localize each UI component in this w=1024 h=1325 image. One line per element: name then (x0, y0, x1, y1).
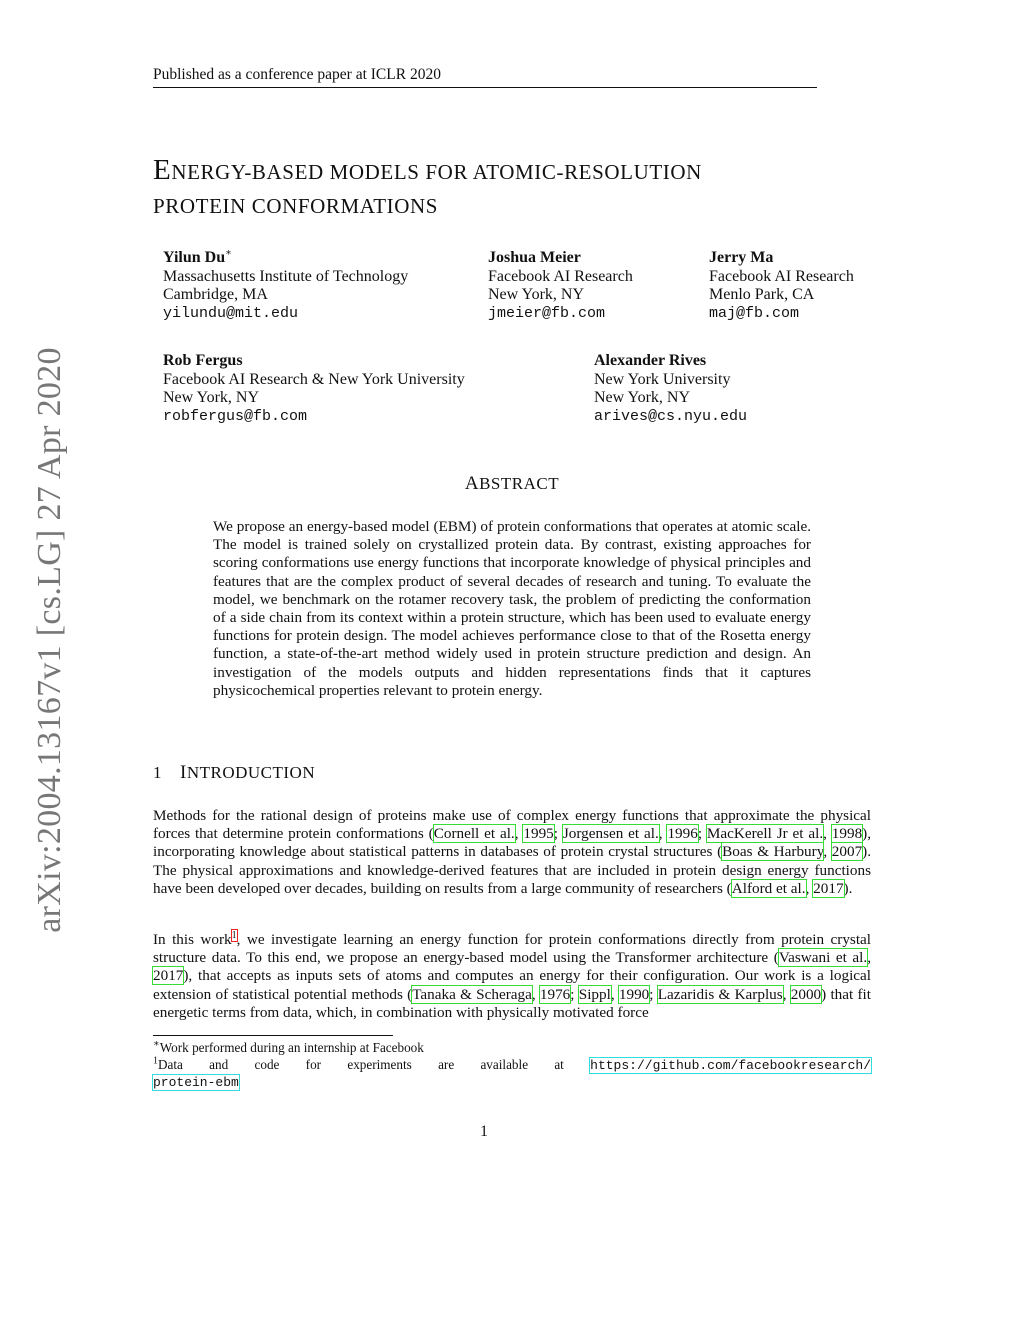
arxiv-sidebar-stamp: arXiv:2004.13167v1 [cs.LG] 27 Apr 2020 (31, 347, 68, 933)
header-rule (153, 87, 817, 88)
citation-link[interactable]: 2000 (790, 985, 822, 1003)
section-heading-introduction: 1 INTRODUCTION (153, 762, 316, 783)
abstract-heading: ABSTRACT (464, 473, 560, 494)
author-name: Rob Fergus (163, 352, 243, 369)
citation-link[interactable]: Cornell et al. (433, 825, 515, 843)
author-location: New York, NY (163, 389, 260, 406)
footnote-1: $^1$Data and code for experiments are available at https://github.com/facebookresearch/ (153, 1055, 872, 1073)
citation-link[interactable]: 2017 (153, 967, 184, 985)
citation-link[interactable]: Sippl (578, 985, 611, 1003)
footnote-mark: 1 (153, 1055, 158, 1067)
citation-link[interactable]: 2017 (813, 879, 844, 897)
citation-link[interactable]: 1990 (618, 985, 650, 1003)
author-affiliation: Massachusetts Institute of Technology (163, 267, 409, 285)
footnote-1-continued (153, 1073, 871, 1091)
citation-link[interactable]: Tanaka & Scheraga (412, 985, 532, 1003)
abstract-text: We propose an energy-based model (EBM) of protein conformations that operates at atomic scale. The model is trained solely on crystallized protein data. By contrast, existing approaches for scoring conformations use energy functions that incorporate knowledge of physical principles and features that are the complex product of several decades of research and tuning. To evaluate the model, we benchmark on the rotamer recovery task, the problem of predicting the conformation of a side chain from its context within a protein structure, which has been used to evaluate energy functions for protein design. The model achieves performance close to that of the Rosetta energy function, a state-of-the-art method widely used in protein structure prediction and design. An investigation of the models outputs and hidden representations finds that it captures physicochemical properties relevant to protein energy. (213, 518, 811, 699)
footnote-ref-link[interactable]: 1 (231, 930, 237, 941)
author-location: New York, NY (594, 389, 691, 406)
footnote-mark: ∗ (153, 1038, 160, 1050)
footnote-rule (153, 1035, 393, 1036)
citation-link[interactable]: Vaswani et al. (778, 949, 868, 967)
citation-link[interactable]: Alford et al. (731, 879, 806, 897)
citation-link[interactable]: Lazaridis & Karplus (657, 985, 783, 1003)
author-block-fergus (163, 352, 465, 426)
author-email[interactable]: arives@cs.nyu.edu (594, 407, 748, 425)
citation-link[interactable]: 2007 (831, 843, 863, 861)
section-number: 1 (153, 763, 162, 782)
title-line-2: PROTEIN CONFORMATIONS (153, 194, 439, 218)
author-block-ma (709, 249, 854, 323)
author-affiliation: New York University (594, 370, 731, 388)
citation-link[interactable]: Jorgensen et al. (562, 825, 659, 843)
author-affiliation: Facebook AI Research & New York University (163, 370, 465, 388)
author-name: Yilun Du (163, 249, 226, 266)
page-number: 1 (480, 1123, 488, 1140)
author-location: Menlo Park, CA (709, 286, 815, 303)
citation-link[interactable]: 1998 (831, 825, 863, 843)
author-email[interactable]: robfergus@fb.com (163, 407, 308, 425)
author-email[interactable]: maj@fb.com (709, 304, 800, 322)
citation-link[interactable]: Boas & Harbury (722, 843, 824, 861)
citation-link[interactable]: MacKerell Jr et al. (706, 825, 824, 843)
intro-paragraph-2: In this work$^1$, we investigate learning an energy function for protein conformations directly from protein crystal structure data. To this end, we propose an energy-based model using the Transformer architecture (Vaswani et al., 2017), that accepts as inputs sets of atoms and computes an energy for their configuration. Our work is a logical extension of statistical potential methods (Tanaka & Scheraga, 1976; Sippl, 1990; Lazaridis & Karplus, 2000) that fit energetic terms from data, which, in combination with physically motivated force (153, 930, 872, 1021)
code-url-link[interactable]: https://github.com/facebookresearch/ (590, 1058, 872, 1073)
footnote-star: ∗Work performed during an internship at Facebook (153, 1038, 424, 1055)
paper-title (153, 153, 702, 223)
citation-link[interactable]: 1976 (539, 985, 571, 1003)
citation-link[interactable]: 1996 (667, 825, 698, 843)
author-affiliation: Facebook AI Research (709, 267, 854, 285)
author-block-du (163, 249, 408, 323)
author-location: Cambridge, MA (163, 286, 268, 303)
author-email[interactable]: yilundu@mit.edu (163, 304, 299, 322)
citation-link[interactable]: 1995 (523, 825, 554, 843)
author-affiliation: Facebook AI Research (488, 267, 633, 285)
running-header: Published as a conference paper at ICLR 2020 (153, 66, 441, 83)
author-block-rives (594, 352, 747, 426)
code-url-link-continued[interactable]: protein-ebm (153, 1075, 239, 1090)
author-email[interactable]: jmeier@fb.com (488, 304, 606, 322)
author-name: Jerry Ma (709, 249, 774, 266)
author-name: Joshua Meier (488, 249, 581, 266)
author-footnote-mark: ∗ (225, 247, 232, 259)
intro-paragraph-1: Methods for the rational design of proteins make use of complex energy functions that approximate the physical forces that determine protein conformations (Cornell et al., 1995; Jorgensen et al., 1996; MacKerell Jr et al., 1998), incorporating knowledge about statistical patterns in databases of protein crystal structures (Boas & Harbury, 2007). The physical approximations and knowledge-derived features that are included in protein design energy functions have been developed over decades, building on results from a large community of researchers (Alford et al., 2017). (153, 807, 872, 897)
author-block-meier (488, 249, 633, 323)
author-name: Alexander Rives (594, 352, 707, 369)
author-location: New York, NY (488, 286, 585, 303)
title-line-1: ENERGY-BASED MODELS FOR ATOMIC-RESOLUTION (153, 154, 702, 186)
